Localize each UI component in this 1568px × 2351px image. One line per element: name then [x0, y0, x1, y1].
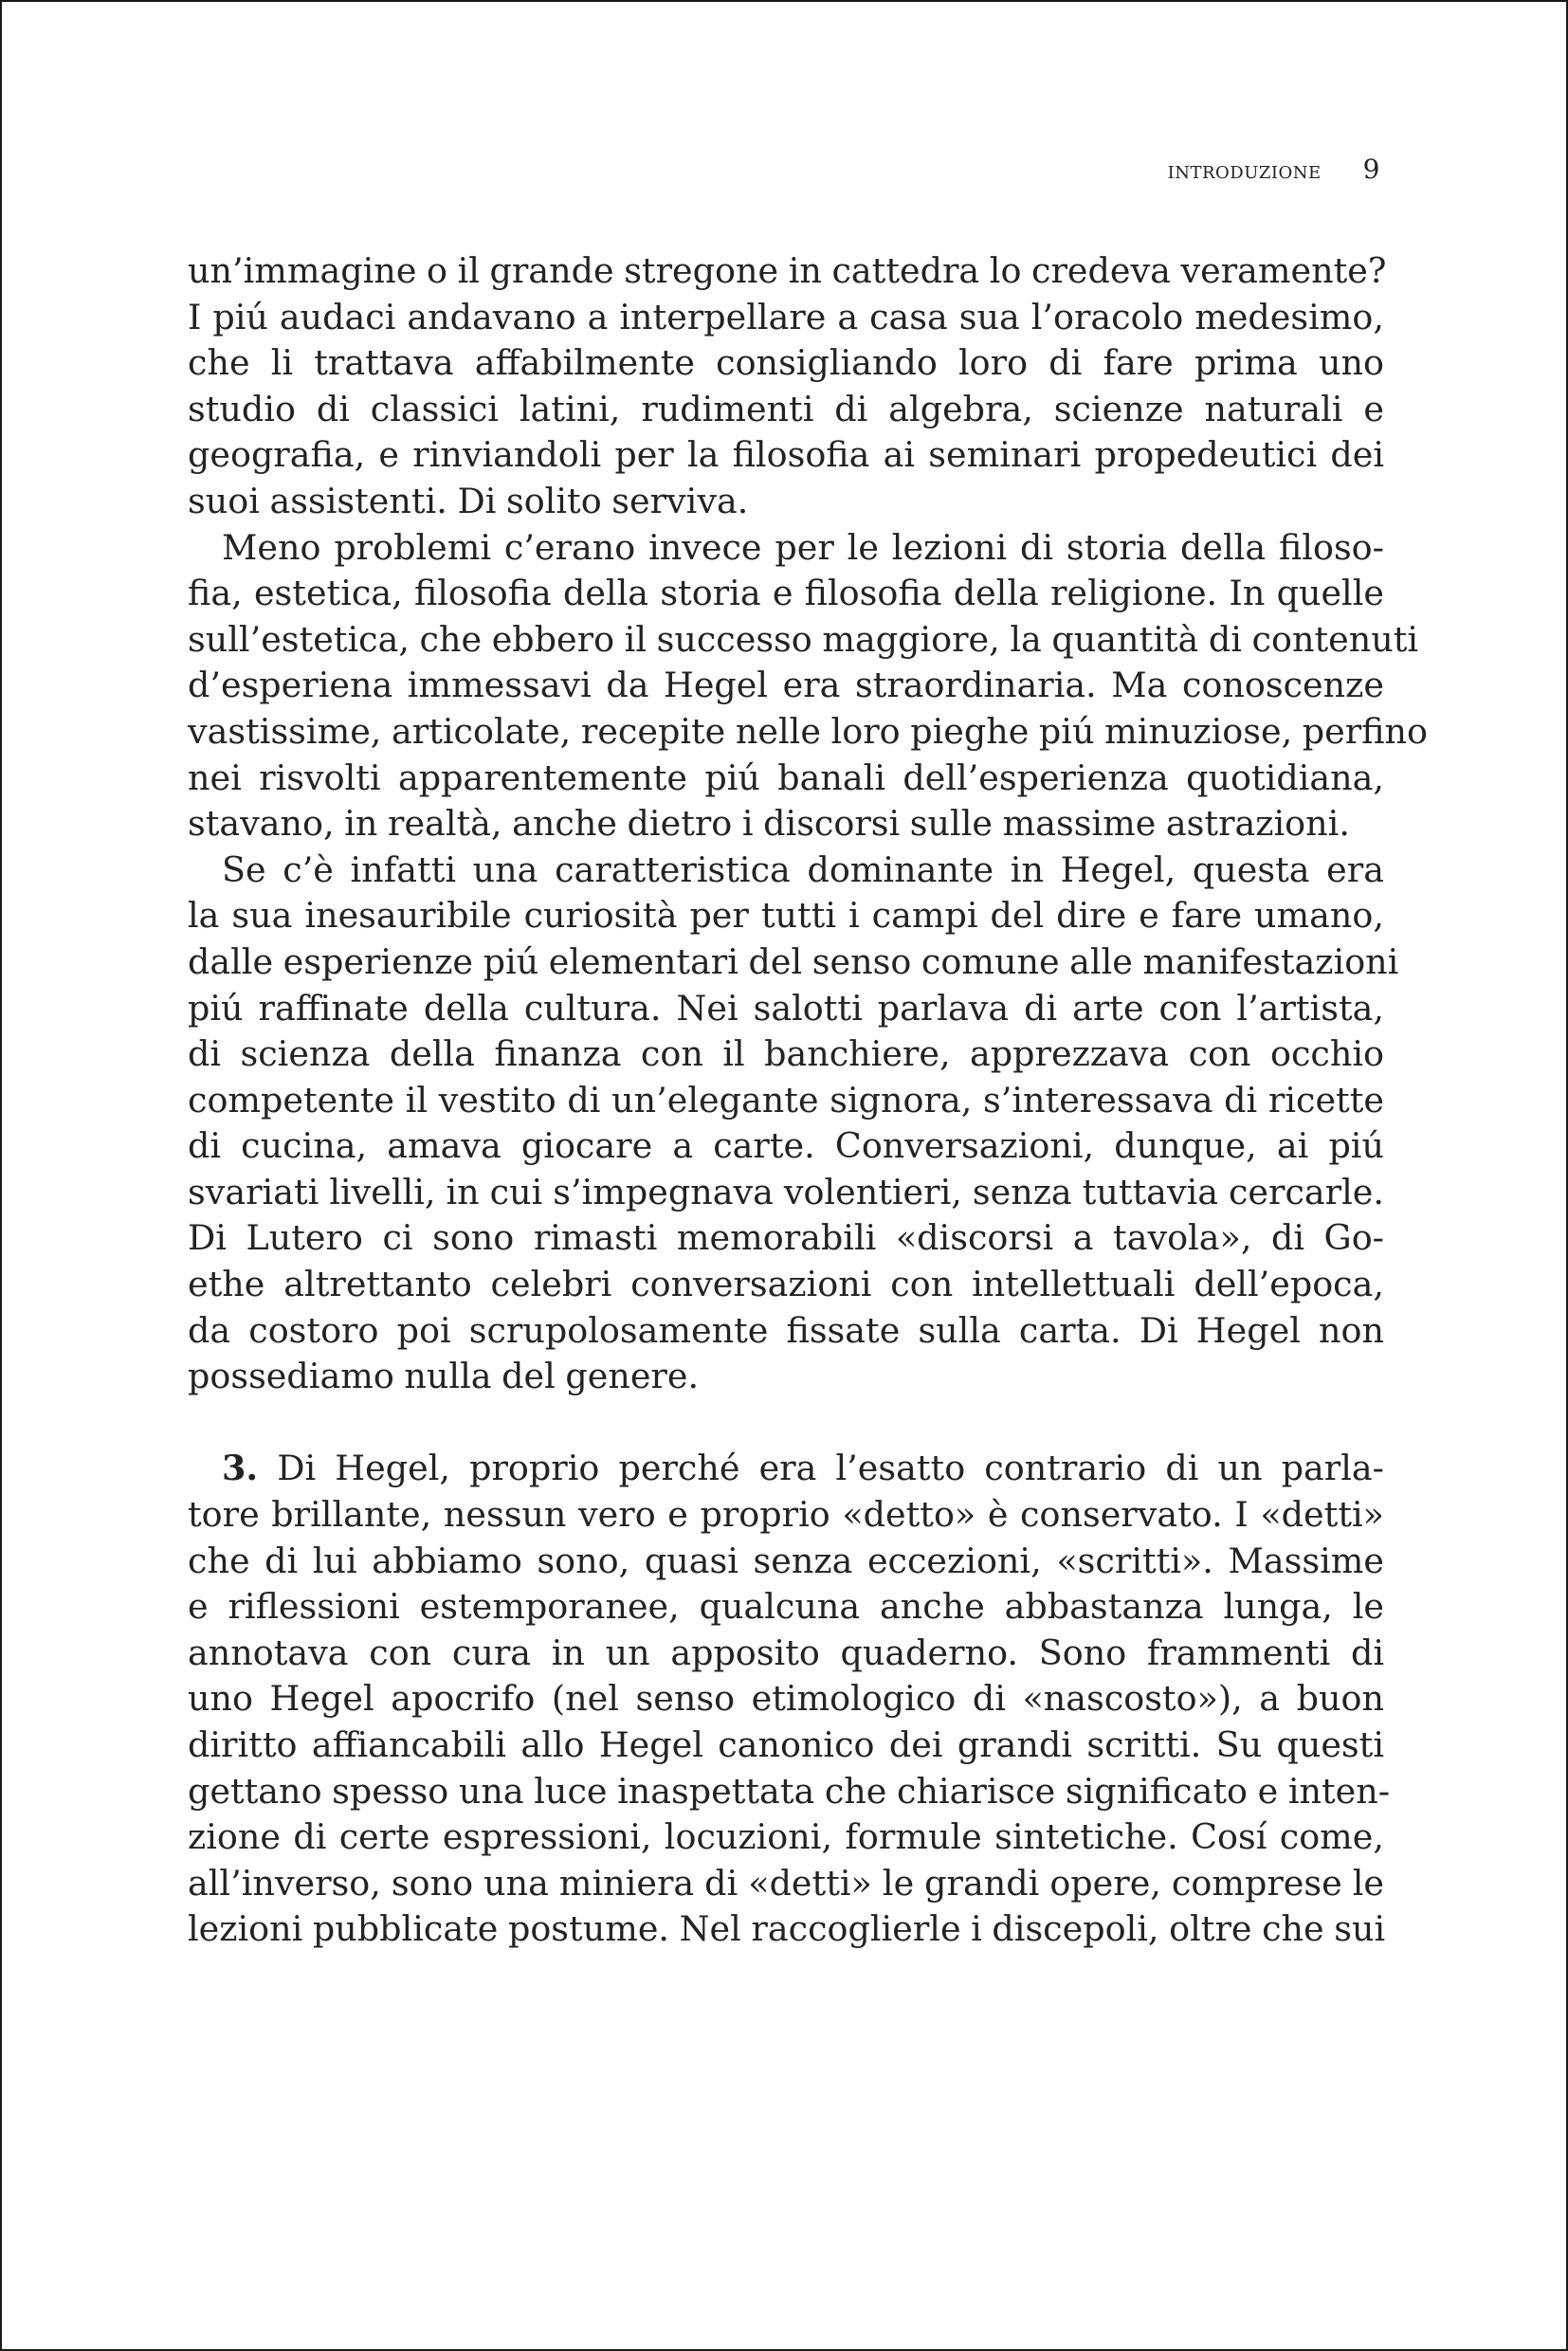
text-line: Se c’è infatti una caratteristica dominante in Hegel, questa era [222, 848, 1384, 890]
text-line: geografia, e rinviandoli per la filosofia ai seminari propedeutici dei [188, 434, 1384, 476]
text-line: Meno problemi c’erano invece per le lezioni di storia della filoso- [222, 526, 1384, 568]
text-line: gettano spesso una luce inaspettata che chiarisce significato e inten- [188, 1770, 1391, 1812]
text-line: piú raffinate della cultura. Nei salotti parlava di arte con l’artista, [188, 987, 1384, 1029]
text-line: ethe altrettanto celebri conversazioni con intellettuali dell’epoca, [188, 1264, 1384, 1305]
text-line: diritto affiancabili allo Hegel canonico dei grandi scritti. Su questi [188, 1724, 1384, 1765]
text-line: suoi assistenti. Di solito serviva. [188, 480, 749, 521]
paragraph [188, 248, 1387, 525]
text-line: che di lui abbiamo sono, quasi senza eccezioni, «scritti». Massime [188, 1540, 1384, 1581]
text-line: sull’estetica, che ebbero il successo maggiore, la quantità di contenuti [188, 618, 1419, 660]
text-line: zione di certe espressioni, locuzioni, formule sintetiche. Cosí come, [188, 1816, 1384, 1858]
text-line: e riflessioni estemporanee, qualcuna anche abbastanza lunga, le [188, 1586, 1384, 1628]
text-line: la sua inesauribile curiosità per tutti i campi del dire e fare umano, [188, 895, 1384, 937]
text-line: che li trattava affabilmente consigliando loro di fare prima uno [188, 342, 1384, 384]
text-line: un’immagine o il grande stregone in cattedra lo credeva veramente? [188, 250, 1387, 291]
text-line: annotava con cura in un apposito quaderno. Sono frammenti di [188, 1631, 1384, 1673]
text-line [188, 1446, 1384, 1492]
running-head [1168, 154, 1380, 185]
text-line: possediamo nulla del genere. [188, 1356, 700, 1397]
text-line: I piú audaci andavano a interpellare a casa sua l’oracolo medesimo, [188, 296, 1384, 337]
text-line: d’esperiena immessavi da Hegel era straordinaria. Ma conoscenze [188, 665, 1384, 706]
text-line: vastissime, articolate, recepite nelle loro pieghe piú minuziose, perfino [188, 710, 1429, 752]
section-spacer [188, 1400, 1384, 1447]
paragraph [188, 525, 1429, 847]
text-line: tore brillante, nessun vero e proprio «detto» è conservato. I «detti» [188, 1494, 1384, 1536]
text-line: di cucina, amava giocare a carte. Conversazioni, dunque, ai piú [188, 1125, 1384, 1167]
running-head-section-title: introduzione [1167, 156, 1322, 185]
text-line: stavano, in realtà, anche dietro i discorsi sulle massime astrazioni. [188, 803, 1350, 845]
body-text [188, 248, 1429, 1953]
text-line: svariati livelli, in cui s’impegnava volentieri, senza tuttavia cercarle. [188, 1171, 1384, 1212]
paragraph [188, 1446, 1391, 1953]
section-number: 3. [222, 1448, 259, 1489]
text-line: competente il vestito di un’elegante signora, s’interessava di ricette [188, 1079, 1384, 1121]
paragraph [188, 847, 1399, 1400]
text-line: fia, estetica, filosofia della storia e filosofia della religione. In quelle [188, 573, 1384, 614]
text-line: all’inverso, sono una miniera di «detti» le grandi opere, comprese le [188, 1862, 1384, 1904]
text-line: Di Lutero ci sono rimasti memorabili «discorsi a tavola», di Go- [188, 1217, 1384, 1259]
page-number: 9 [1362, 154, 1380, 185]
text-line: nei risvolti apparentemente piú banali dell’esperienza quotidiana, [188, 756, 1384, 798]
text-line: dalle esperienze piú elementari del senso comune alle manifestazioni [188, 940, 1399, 982]
text-line: lezioni pubblicate postume. Nel raccoglierle i discepoli, oltre che sui [188, 1908, 1386, 1950]
text-line: da costoro poi scrupolosamente fissate sulla carta. Di Hegel non [188, 1309, 1384, 1351]
text-line: di scienza della finanza con il banchiere, apprezzava con occhio [188, 1033, 1384, 1075]
text-line-content: Di Hegel, proprio perché era l’esatto contrario di un parla- [258, 1448, 1384, 1489]
text-line: studio di classici latini, rudimenti di algebra, scienze naturali e [188, 388, 1384, 429]
text-line: uno Hegel apocrifo (nel senso etimologico di «nascosto»), a buon [188, 1678, 1384, 1720]
